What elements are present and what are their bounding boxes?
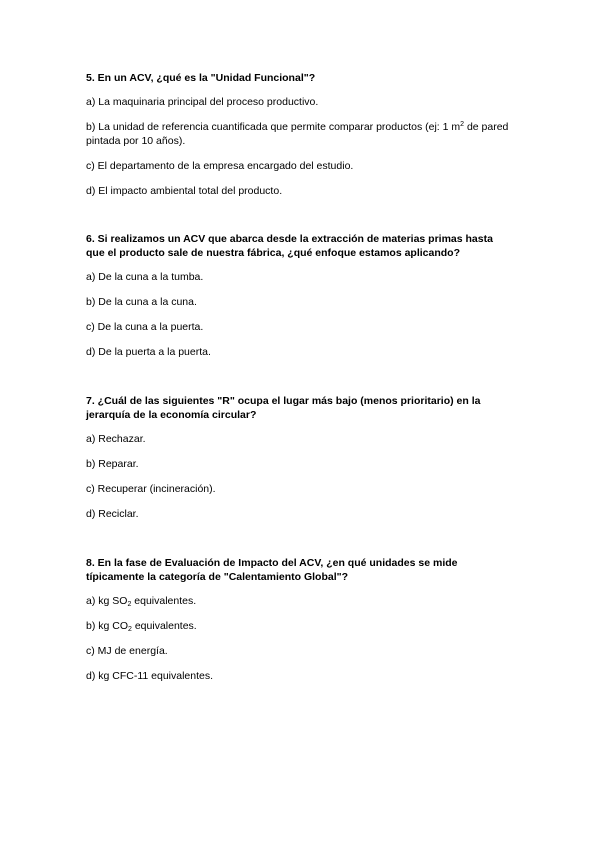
question-5-option-b-text: b) La unidad de referencia cuantificada que permite comparar productos (ej: 1 m	[86, 121, 461, 133]
question-7	[86, 394, 514, 532]
question-5-option-a: a) La maquinaria principal del proceso productivo.	[86, 96, 319, 108]
question-8-option-b-text: b) kg CO	[86, 620, 129, 632]
question-7-option-d: d) Reciclar.	[86, 508, 139, 520]
question-5-option-b-sup: 2	[460, 121, 465, 128]
question-6	[86, 232, 514, 370]
question-8-option-b	[86, 619, 514, 633]
question-6-title: 6. Si realizamos un ACV que abarca desde la extracción de materias primas hasta que el producto sale de nuestra fábrica, ¿qué enfoque estamos aplicando?	[86, 233, 493, 259]
question-8-title: 8. En la fase de Evaluación de Impacto del ACV, ¿en qué unidades se mide típicamente la categoría de "Calentamiento Global"?	[86, 557, 458, 583]
question-7-option-c: c) Recuperar (incineración).	[86, 483, 216, 495]
question-8-option-a	[86, 594, 514, 608]
question-7-option-b: b) Reparar.	[86, 458, 139, 470]
question-8-option-d: d) kg CFC-11 equivalentes.	[86, 670, 214, 682]
question-5	[86, 71, 514, 209]
question-8-option-a-tail: equivalentes.	[131, 595, 197, 607]
question-6-option-c: c) De la cuna a la puerta.	[86, 321, 204, 333]
question-6-option-b: b) De la cuna a la cuna.	[86, 296, 197, 308]
question-6-option-a: a) De la cuna a la tumba.	[86, 271, 204, 283]
question-8-option-c: c) MJ de energía.	[86, 645, 168, 657]
question-8-option-b-sub: 2	[128, 626, 132, 633]
question-7-option-a: a) Rechazar.	[86, 433, 146, 445]
question-8-option-b-tail: equivalentes.	[131, 620, 197, 632]
question-5-option-b-tail: de pared pintada por 10 años).	[86, 121, 509, 147]
question-5-option-c: c) El departamento de la empresa encargado del estudio.	[86, 160, 354, 172]
question-8	[86, 556, 514, 694]
question-5-title: 5. En un ACV, ¿qué es la "Unidad Funcional"?	[86, 72, 316, 84]
question-6-option-d: d) De la puerta a la puerta.	[86, 346, 211, 358]
question-8-option-a-text: a) kg SO	[86, 595, 128, 607]
question-5-option-b	[86, 120, 514, 148]
question-8-option-a-sub: 2	[127, 601, 132, 608]
question-7-title: 7. ¿Cuál de las siguientes "R" ocupa el lugar más bajo (menos prioritario) en la jerarquía de la economía circular?	[86, 395, 481, 421]
question-5-option-d: d) El impacto ambiental total del producto.	[86, 185, 283, 197]
